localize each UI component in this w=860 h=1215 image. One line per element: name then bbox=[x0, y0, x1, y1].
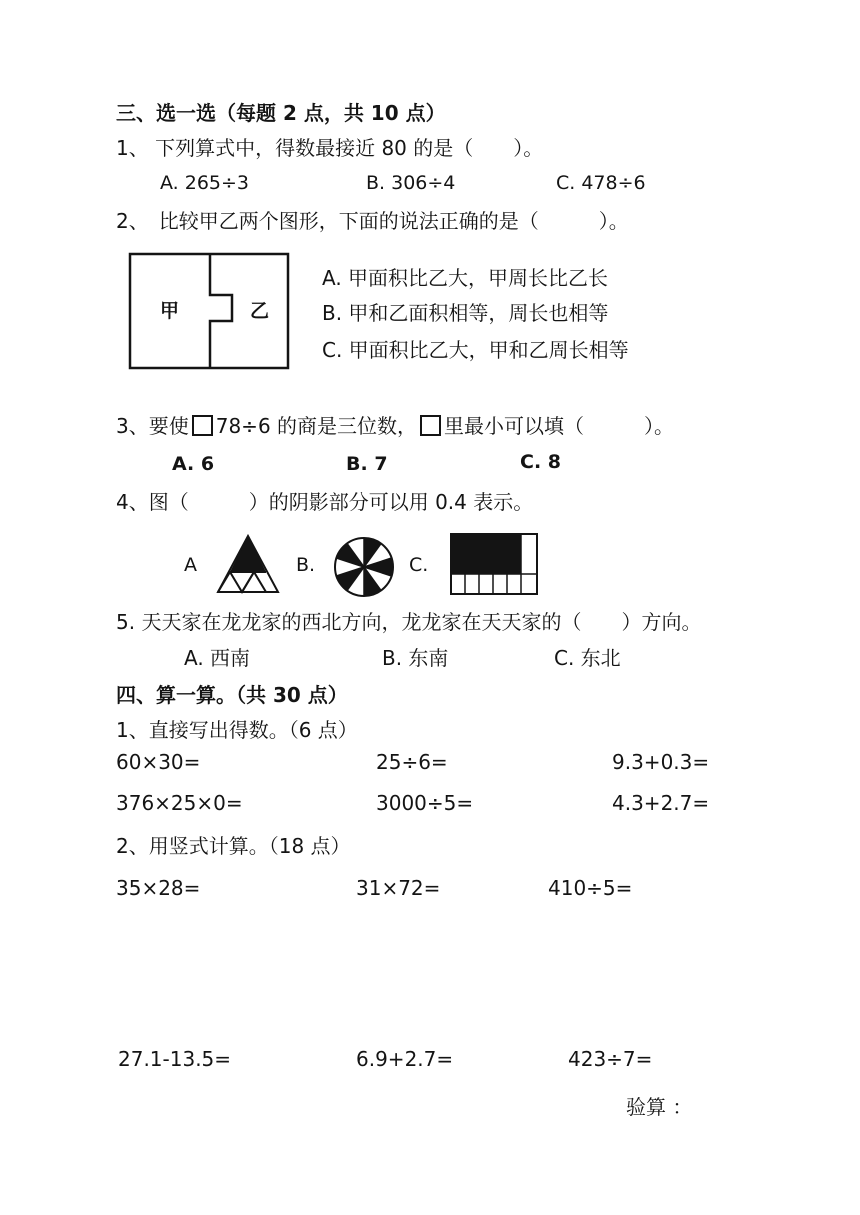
q1-option-a: A. 265÷3 bbox=[160, 172, 250, 194]
q2-option-b: B. 甲和乙面积相等，周长也相等 bbox=[322, 301, 609, 325]
q2-figure-label-right: 乙 bbox=[250, 300, 270, 322]
section-4-heading: 四、算一算。（共 30 点） bbox=[116, 683, 348, 707]
q3-option-a: A. 6 bbox=[172, 453, 215, 475]
q4-option-c-label: C. bbox=[409, 554, 429, 576]
oral-calc-item: 9.3+0.3= bbox=[612, 750, 710, 774]
oral-calc-item: 3000÷5= bbox=[376, 791, 474, 815]
q1-option-b: B. 306÷4 bbox=[366, 172, 456, 194]
vertical-calc-item: 423÷7= bbox=[568, 1047, 653, 1071]
q3-stem bbox=[116, 415, 674, 436]
q5-option-b: B. 东南 bbox=[382, 646, 449, 670]
oral-calc-item: 60×30= bbox=[116, 750, 201, 774]
rectangle-shaded-part bbox=[451, 534, 521, 574]
part1-title: 1、直接写出得数。（6 点） bbox=[116, 718, 358, 742]
triangle-figure-icon bbox=[216, 534, 280, 594]
part2-title: 2、用竖式计算。（18 点） bbox=[116, 834, 351, 858]
q3-option-b: B. 7 bbox=[346, 453, 388, 475]
q5-option-a: A. 西南 bbox=[184, 646, 251, 670]
q3-stem-part1: 3、要使 bbox=[116, 414, 189, 438]
check-label: 验算 ： bbox=[626, 1095, 693, 1119]
q3-option-c: C. 8 bbox=[520, 451, 561, 473]
triangle-inner-line bbox=[242, 572, 254, 592]
q5-option-c: C. 东北 bbox=[554, 646, 621, 670]
q3-stem-part3: 里最小可以填（ ）。 bbox=[444, 414, 675, 438]
q2-figure-divider bbox=[210, 254, 232, 368]
triangle-shaded-part bbox=[230, 536, 266, 572]
rectangle-figure-icon bbox=[450, 533, 538, 595]
q2-figure-label-left: 甲 bbox=[160, 300, 180, 322]
vertical-calc-item: 6.9+2.7= bbox=[356, 1047, 454, 1071]
section-3-heading: 三、选一选（每题 2 点，共 10 点） bbox=[116, 101, 446, 125]
q2-option-c: C. 甲面积比乙大，甲和乙周长相等 bbox=[322, 338, 629, 362]
q5-stem: 5. 天天家在龙龙家的西北方向，龙龙家在天天家的（ ）方向。 bbox=[116, 610, 702, 634]
q4-option-a-label: A bbox=[184, 554, 197, 576]
vertical-calc-item: 35×28= bbox=[116, 876, 201, 900]
vertical-calc-item: 410÷5= bbox=[548, 876, 633, 900]
blank-box-icon bbox=[420, 415, 441, 436]
oral-calc-item: 4.3+2.7= bbox=[612, 791, 710, 815]
circle-figure-icon bbox=[333, 536, 395, 598]
q3-stem-part2: 78÷6 的商是三位数， bbox=[215, 414, 418, 438]
q1-stem: 1、 下列算式中，得数最接近 80 的是（ ）。 bbox=[116, 136, 544, 160]
blank-box-icon bbox=[192, 415, 213, 436]
q4-stem: 4、图（ ）的阴影部分可以用 0.4 表示。 bbox=[116, 490, 534, 514]
oral-calc-item: 376×25×0= bbox=[116, 791, 243, 815]
q2-option-a: A. 甲面积比乙大，甲周长比乙长 bbox=[322, 266, 609, 290]
vertical-calc-item: 27.1-13.5= bbox=[118, 1047, 232, 1071]
oral-calc-item: 25÷6= bbox=[376, 750, 448, 774]
q4-option-b-label: B. bbox=[296, 554, 316, 576]
vertical-calc-item: 31×72= bbox=[356, 876, 441, 900]
q2-stem: 2、 比较甲乙两个图形，下面的说法正确的是（ ）。 bbox=[116, 209, 629, 233]
q1-option-c: C. 478÷6 bbox=[556, 172, 646, 194]
